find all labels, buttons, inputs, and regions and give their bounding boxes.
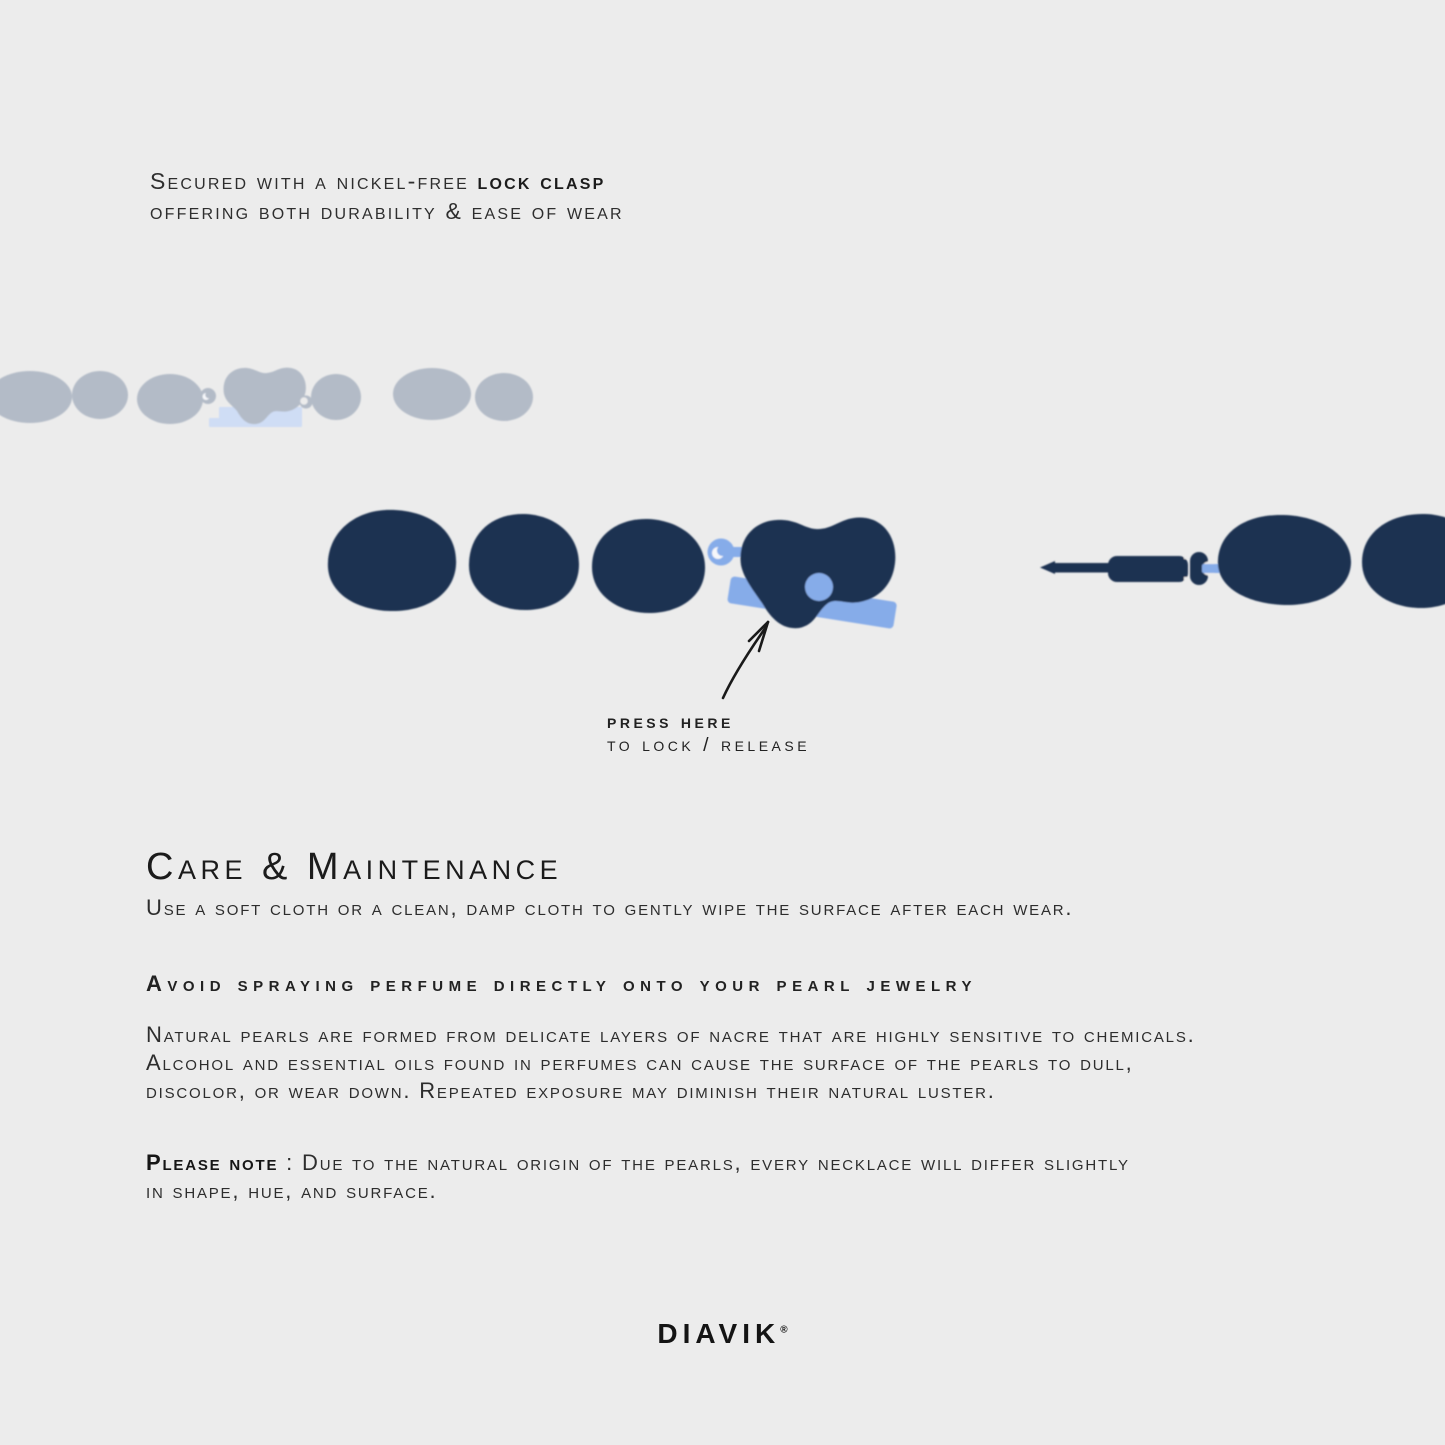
clasp-press-button (805, 573, 833, 601)
please-note-label: Please note (146, 1150, 279, 1175)
brand-name: DIAVIK (657, 1318, 781, 1349)
pearl (72, 371, 128, 419)
brand-logo (0, 1318, 1445, 1350)
press-annotation-subtitle: to lock / release (607, 734, 811, 756)
trademark-mark: ® (780, 1324, 788, 1336)
clasp-caption-line2: offering both durability & ease of wear (150, 198, 624, 224)
press-annotation-title: press here (607, 711, 734, 733)
callout-arrow-icon (723, 622, 768, 698)
pearl (1362, 514, 1445, 608)
press-annotation (607, 711, 810, 757)
pearl (1218, 515, 1351, 605)
pearl (469, 514, 579, 610)
pearl (592, 519, 705, 613)
please-note-text: Please note : Due to the natural origin of the pearls, every necklace will differ slightly in shape, hue, and surface. (146, 1150, 1130, 1203)
pearl (137, 374, 203, 424)
pearl (0, 371, 72, 423)
main-chain-illustration (328, 510, 1445, 629)
pearl (475, 373, 533, 421)
pin-rod (1050, 563, 1118, 573)
pearl (393, 368, 471, 420)
care-intro-text: Use a soft cloth or a clean, damp cloth to gently wipe the surface after each wear. (146, 895, 1074, 920)
clasp-caption (150, 166, 624, 226)
lock-clasp-label: lock clasp (477, 168, 606, 194)
faded-chain-illustration (0, 368, 533, 427)
clasp-ring-icon (708, 539, 746, 566)
perfume-warning-title: Avoid spraying perfume directly onto your pearl jewelry (146, 971, 977, 996)
pearl (311, 374, 361, 420)
perfume-warning-body: Natural pearls are formed from delicate layers of nacre that are highly sensitive to chemicals. Alcohol and essential oils found in perfumes can cause the surface of the pearls to dull, discolor, or wear down. Repeated exposure may diminish their natural luster. (146, 1022, 1196, 1103)
care-section-title: Care & Maintenance (146, 846, 563, 888)
pearl (328, 510, 456, 611)
clasp-pin-group (1040, 552, 1222, 585)
lock-clasp-group (727, 518, 897, 629)
pin-body (1108, 556, 1188, 582)
clasp-caption-line1: Secured with a nickel-free lock clasp (150, 168, 606, 194)
